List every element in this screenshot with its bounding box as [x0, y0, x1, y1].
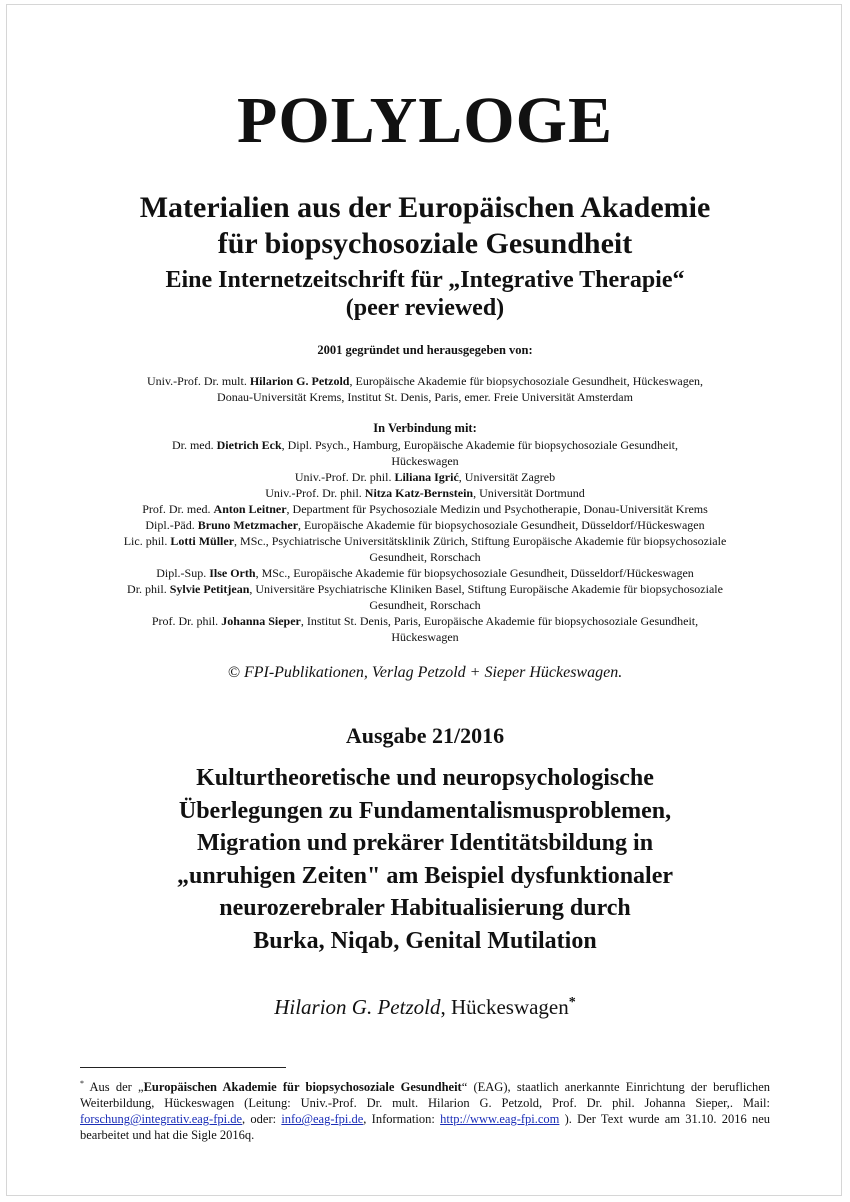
footnote	[80, 1076, 770, 1143]
member-affiliation: , Universität Zagreb	[458, 470, 556, 484]
member-affiliation: , Europäische Akademie für biopsychosoziale Gesundheit, Düsseldorf/Hückeswagen	[298, 518, 705, 532]
member-title: Dipl.-Päd.	[145, 518, 198, 532]
member-affiliation: , Universität Dortmund	[473, 486, 585, 500]
member-affiliation: , Institut St. Denis, Paris, Europäische Akademie für biopsychosoziale Gesundheit,	[300, 614, 699, 628]
association-list	[62, 437, 788, 645]
association-member	[62, 501, 788, 517]
subtitle-line: für biopsychosoziale Gesundheit	[217, 227, 633, 260]
association-member	[62, 517, 788, 533]
member-affiliation: , Department für Psychosoziale Medizin und Psychotherapie, Donau-Universität Krems	[286, 502, 708, 516]
article-title-line: Migration und prekärer Identitätsbildung in	[196, 830, 654, 856]
article-title-line: „unruhigen Zeiten" am Beispiel dysfunktionaler	[176, 862, 674, 889]
member-title: Lic. phil.	[123, 534, 171, 548]
author-name: Hilarion G. Petzold	[274, 995, 441, 1019]
editor-line	[60, 373, 790, 389]
article-title	[0, 762, 850, 957]
footnote-text: , oder:	[242, 1112, 282, 1127]
website-link[interactable]: http://www.eag-fpi.com	[440, 1112, 560, 1127]
member-title: Univ.-Prof. Dr. phil.	[294, 470, 395, 484]
email-link-info[interactable]: info@eag-fpi.de	[281, 1112, 364, 1127]
member-title: Dipl.-Sup.	[156, 566, 210, 580]
copyright-notice: © FPI-Publikationen, Verlag Petzold + Sieper Hückeswagen.	[227, 664, 623, 681]
member-name: Nitza Katz-Bernstein	[364, 486, 474, 500]
member-title: Prof. Dr. phil.	[151, 614, 222, 628]
association-member	[62, 533, 788, 549]
member-affiliation: , Dipl. Psych., Hamburg, Europäische Akademie für biopsychosoziale Gesundheit,	[281, 438, 679, 452]
member-affiliation-cont: Gesundheit, Rorschach	[369, 598, 481, 612]
member-affiliation-cont: Hückeswagen	[391, 630, 459, 644]
member-affiliation: , MSc., Europäische Akademie für biopsychosoziale Gesundheit, Düsseldorf/Hückeswagen	[255, 566, 694, 580]
footnote-text: “ (EAG), staatlich anerkannte Einrichtung der beruflichen Weiterbildung, Hückeswagen (Leitung: Univ.-Prof. Dr. mult. Hilarion G. Petzold, Prof. Dr. phil. Johanna Sieper,. Mail:	[80, 1080, 771, 1111]
author-line	[0, 990, 850, 1020]
association-member	[62, 613, 788, 629]
member-name: Sylvie Petitjean	[169, 582, 250, 596]
email-link-forschung[interactable]: forschung@integrativ.eag-fpi.de	[80, 1112, 243, 1127]
editor-title: Univ.-Prof. Dr. mult.	[146, 374, 250, 388]
article-title-line: Burka, Niqab, Genital Mutilation	[253, 927, 597, 954]
association-member	[62, 485, 788, 501]
association-member	[62, 581, 788, 597]
member-affiliation-cont: Hückeswagen	[391, 454, 459, 468]
footnote-mark: *	[80, 1079, 84, 1088]
member-affiliation: , MSc., Psychiatrische Universitätsklinik Zürich, Stiftung Europäische Akademie für biopsychosoziale	[234, 534, 727, 548]
association-member	[62, 437, 788, 453]
journal-title: POLYLOGE	[237, 84, 613, 157]
footnote-marker[interactable]: *	[568, 995, 576, 1010]
association-label: In Verbindung mit:	[373, 421, 477, 435]
footnote-text: ). Der Text wurde am 31.10. 2016 neu bearbeitet und hat die Sigle 2016q.	[80, 1112, 770, 1143]
editor-info	[60, 373, 790, 405]
footnote-text: Aus der „	[84, 1080, 144, 1095]
member-title: Dr. phil.	[127, 582, 170, 596]
member-name: Johanna Sieper	[221, 614, 301, 628]
article-title-line: Überlegungen zu Fundamentalismusproblemen,	[178, 797, 672, 824]
member-name: Liliana Igrić	[394, 470, 459, 484]
member-name: Bruno Metzmacher	[197, 518, 299, 532]
editor-affiliation: , Europäische Akademie für biopsychosoziale Gesundheit, Hückeswagen,	[349, 374, 704, 388]
author-place: , Hückeswagen	[440, 995, 569, 1019]
member-affiliation: , Universitäre Psychiatrische Kliniken Basel, Stiftung Europäische Akademie für biopsychosoziale	[249, 582, 723, 596]
member-title: Univ.-Prof. Dr. phil.	[265, 486, 365, 500]
footnote-divider	[80, 1067, 286, 1068]
article-title-line: neurozerebraler Habitualisierung durch	[219, 895, 631, 921]
member-name: Dietrich Eck	[216, 438, 282, 452]
member-name: Anton Leitner	[213, 502, 287, 516]
member-title: Dr. med.	[171, 438, 217, 452]
member-affiliation-cont: Gesundheit, Rorschach	[369, 550, 481, 564]
association-member	[62, 565, 788, 581]
journal-subtitle	[0, 190, 850, 262]
association-member	[62, 469, 788, 485]
member-name: Ilse Orth	[209, 566, 256, 580]
editor-line: Donau-Universität Krems, Institut St. Denis, Paris, emer. Freie Universität Amsterdam	[217, 390, 633, 404]
footnote-text: , Information:	[363, 1112, 441, 1127]
issue-number: Ausgabe 21/2016	[345, 723, 505, 748]
article-title-line: Kulturtheoretische und neuropsychologische	[196, 765, 654, 791]
member-title: Prof. Dr. med.	[142, 502, 214, 516]
journal-tagline	[0, 266, 850, 322]
editor-name: Hilarion G. Petzold	[249, 374, 350, 388]
member-name: Lotti Müller	[170, 534, 235, 548]
tagline-line: (peer reviewed)	[345, 295, 505, 321]
footnote-academy-name: Europäischen Akademie für biopsychosoziale Gesundheit	[143, 1080, 462, 1095]
tagline-line: Eine Internetzeitschrift für „Integrative Therapie“	[165, 267, 685, 293]
subtitle-line: Materialien aus der Europäischen Akademie	[139, 191, 711, 224]
founded-label: 2001 gegründet und herausgegeben von:	[317, 343, 533, 357]
